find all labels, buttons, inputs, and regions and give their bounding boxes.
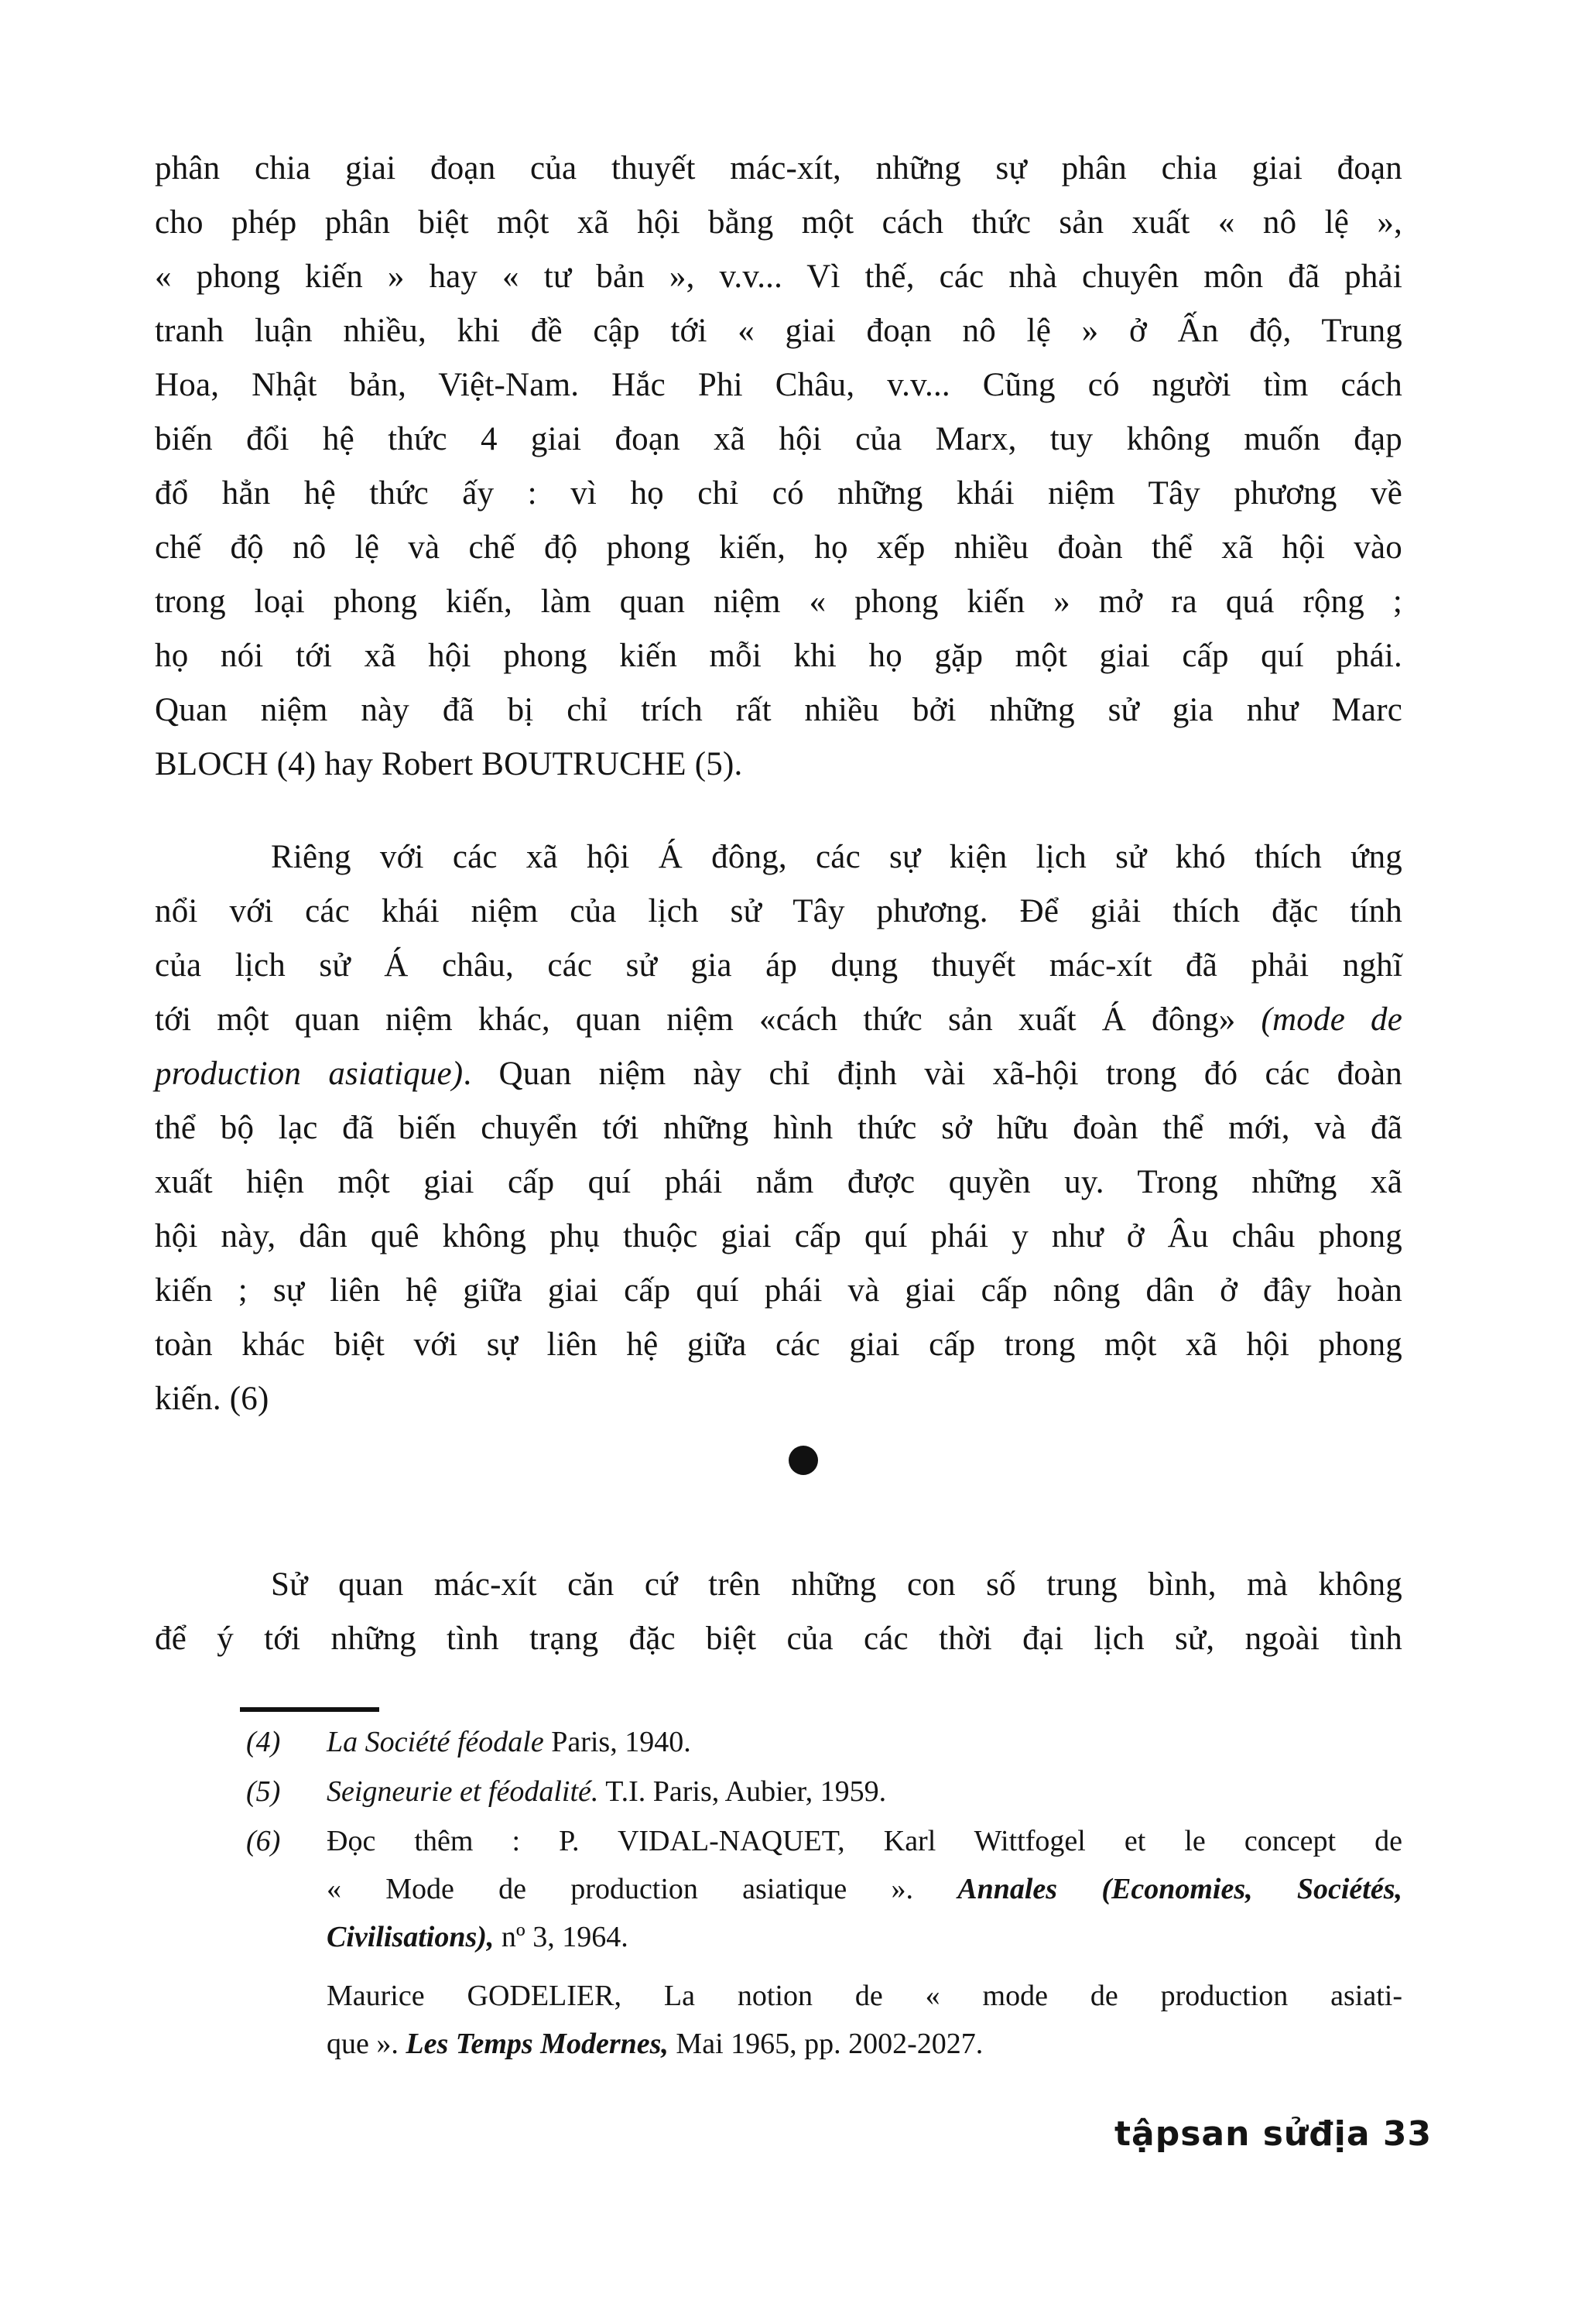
paragraph-1-line-8: chế độ nô lệ và chế độ phong kiến, họ xếp nhiều đoàn thể xã hội vào (155, 529, 1402, 566)
paragraph-2-line-4-roman: tới một quan niệm khác, quan niệm «cách thức sản xuất Á đông» (155, 1001, 1261, 1038)
footnote-6-line-4: Maurice GODELIER, La notion de « mode de production asiati- (327, 1980, 1402, 2012)
paragraph-2-line-5 (155, 1054, 1402, 1094)
paragraph-2-line-9: kiến ; sự liên hệ giữa giai cấp quí phái và giai cấp nông dân ở đây hoàn (155, 1272, 1402, 1309)
footnote-6-line-3 (327, 1919, 628, 1955)
footnote-4-rest: Paris, 1940. (543, 1726, 691, 1758)
paragraph-2-line-3: của lịch sử Á châu, các sử gia áp dụng thuyết mác-xít đã phải nghĩ (155, 947, 1402, 984)
paragraph-1-line-5: Hoa, Nhật bản, Việt-Nam. Hắc Phi Châu, v.v... Cũng có người tìm cách (155, 367, 1402, 403)
footnote-5-rest: T.I. Paris, Aubier, 1959. (598, 1775, 887, 1808)
footnote-5-number: (5) (246, 1775, 281, 1808)
paragraph-1-line-1: phân chia giai đoạn của thuyết mác-xít, những sự phân chia giai đoạn (155, 150, 1402, 187)
footnote-6-line-5-pages: Mai 1965, pp. 2002-2027. (668, 2028, 984, 2060)
footnote-4-title: La Société féodale (327, 1726, 544, 1758)
paragraph-1-line-12: BLOCH (4) hay Robert BOUTRUCHE (5). (155, 746, 743, 782)
paragraph-1-line-7: đổ hẳn hệ thức ấy : vì họ chỉ có những khái niệm Tây phương về (155, 475, 1402, 512)
footnote-4-text (327, 1724, 691, 1760)
footnote-4-number: (4) (246, 1726, 281, 1758)
paragraph-2-line-4 (155, 1000, 1402, 1040)
paragraph-1-line-4: tranh luận nhiều, khi đề cập tới « giai đoạn nô lệ » ở Ấn độ, Trung (155, 313, 1402, 349)
paragraph-2-line-5-roman: . Quan niệm này chỉ định vài xã-hội trong đó các đoàn (463, 1056, 1402, 1092)
footnote-6-line-1: Đọc thêm : P. VIDAL-NAQUET, Karl Wittfogel et le concept de (327, 1825, 1402, 1857)
footnote-6-number: (6) (246, 1825, 281, 1857)
paragraph-2-line-6: thể bộ lạc đã biến chuyển tới những hình thức sở hữu đoàn thể mới, và đã (155, 1110, 1402, 1146)
paragraph-2-line-11: kiến. (6) (155, 1381, 269, 1417)
footnote-5-text (327, 1774, 886, 1809)
footnote-separator-rule (240, 1707, 379, 1712)
footnote-6-journal-annales: Annales (Economies, Sociétés, (957, 1873, 1403, 1905)
paragraph-1-line-3: « phong kiến » hay « tư bản », v.v... Vì thế, các nhà chuyên môn đã phải (155, 258, 1402, 295)
paragraph-1-line-6: biến đổi hệ thức 4 giai đoạn xã hội của Marx, tuy không muốn đạp (155, 421, 1402, 457)
paragraph-1-line-9: trong loại phong kiến, làm quan niệm « phong kiến » mở ra quá rộng ; (155, 584, 1402, 620)
paragraph-3-line-1: Sử quan mác-xít căn cứ trên những con số trung bình, mà không (271, 1566, 1402, 1603)
paragraph-2-line-10: toàn khác biệt với sự liên hệ giữa các giai cấp trong một xã hội phong (155, 1326, 1402, 1363)
paragraph-2-line-2: nổi với các khái niệm của lịch sử Tây phương. Để giải thích đặc tính (155, 893, 1402, 929)
paragraph-3-line-2: để ý tới những tình trạng đặc biệt của các thời đại lịch sử, ngoài tình (155, 1621, 1402, 1657)
french-term-italic: (mode de (1261, 1001, 1402, 1038)
footnote-5-title: Seigneurie et féodalité. (327, 1775, 599, 1808)
paragraph-2-line-7: xuất hiện một giai cấp quí phái nắm được quyền uy. Trong những xã (155, 1164, 1402, 1200)
footnote-6-line-5-roman: que ». (327, 2028, 406, 2060)
footnote-6-journal-temps-modernes: Les Temps Modernes, (406, 2028, 669, 2060)
footnote-6-journal-civilisations: Civilisations), (327, 1921, 495, 1953)
paragraph-2-line-1: Riêng với các xã hội Á đông, các sự kiện lịch sử khó thích ứng (271, 839, 1402, 875)
running-footer-journal-page: tậpsan sửđịa 33 (1114, 2114, 1433, 2154)
paragraph-2-line-8: hội này, dân quê không phụ thuộc giai cấp quí phái y như ở Âu châu phong (155, 1218, 1402, 1254)
paragraph-1-line-2: cho phép phân biệt một xã hội bằng một cách thức sản xuất « nô lệ », (155, 204, 1402, 241)
footnote-6-line-2 (327, 1871, 1402, 1907)
footnote-6-line-5 (327, 2026, 983, 2062)
footnote-6-line-2-roman: « Mode de production asiatique ». (327, 1873, 958, 1905)
french-term-italic-continued: production asiatique) (155, 1056, 464, 1092)
footnote-6-line-3-roman: nº 3, 1964. (494, 1921, 628, 1953)
paragraph-1-line-11: Quan niệm này đã bị chỉ trích rất nhiều bởi những sử gia như Marc (155, 692, 1402, 728)
section-separator-dot (789, 1446, 818, 1475)
paragraph-1-line-10: họ nói tới xã hội phong kiến mỗi khi họ gặp một giai cấp quí phái. (155, 638, 1402, 674)
